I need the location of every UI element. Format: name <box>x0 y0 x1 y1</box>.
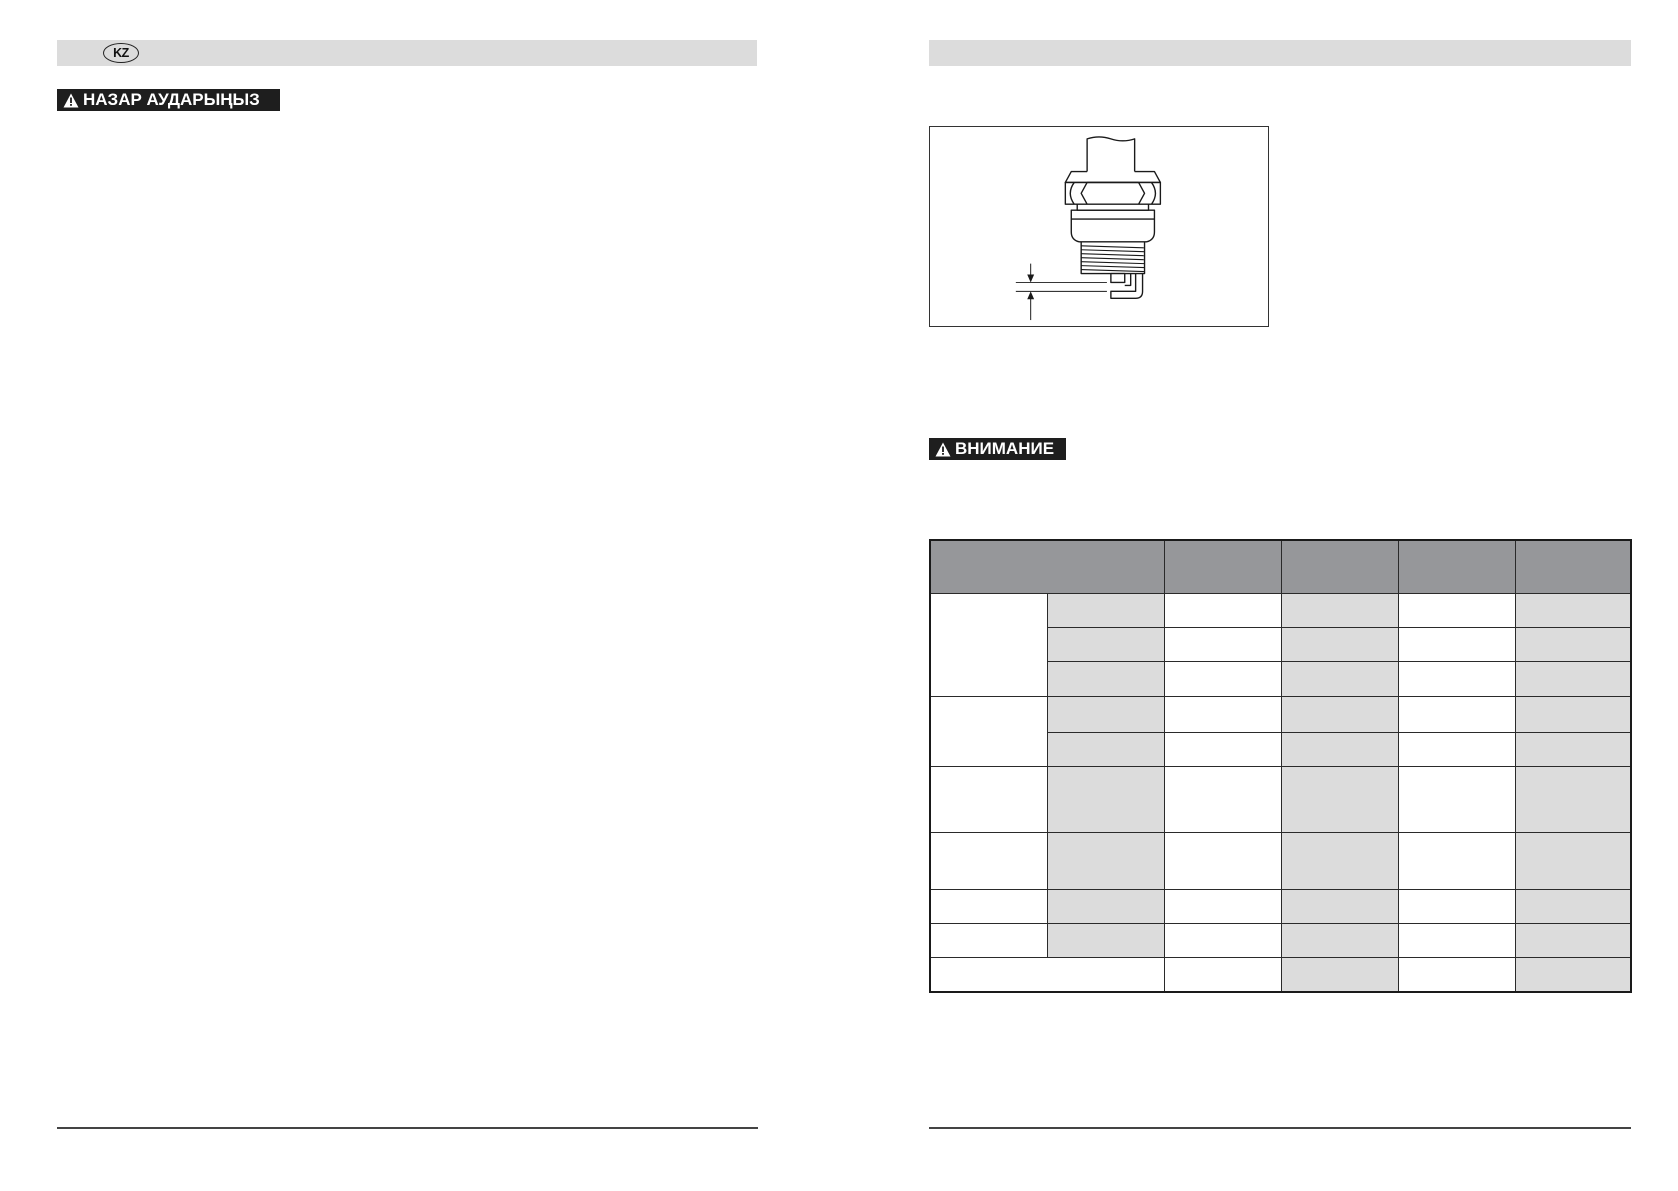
table-cell <box>1047 697 1164 733</box>
table-cell <box>930 958 1164 992</box>
language-badge: KZ <box>103 43 139 63</box>
table-cell <box>1047 662 1164 697</box>
table-cell <box>1398 833 1515 890</box>
table-cell <box>1164 924 1281 958</box>
table-cell <box>930 594 1047 697</box>
table-cell <box>1281 628 1398 662</box>
left-page-header-bar <box>57 40 757 66</box>
table-cell <box>1047 890 1164 924</box>
table-cell <box>1398 697 1515 733</box>
table-cell <box>1398 628 1515 662</box>
table-header-cell <box>1164 540 1281 594</box>
right-page-footer-rule <box>929 1127 1631 1129</box>
table-cell <box>1515 594 1631 628</box>
table-cell <box>1164 662 1281 697</box>
table-cell <box>1047 594 1164 628</box>
table-cell <box>1047 833 1164 890</box>
table-cell <box>1281 890 1398 924</box>
table-cell <box>1281 733 1398 767</box>
table-cell <box>930 924 1047 958</box>
table-cell <box>1164 697 1281 733</box>
table-row <box>930 767 1631 833</box>
table-header-row <box>930 540 1631 594</box>
table-row <box>930 958 1631 992</box>
spark-plug-gap-diagram <box>930 127 1268 326</box>
table-row <box>930 890 1631 924</box>
table-cell <box>930 767 1047 833</box>
table-cell <box>1047 628 1164 662</box>
table-cell <box>1398 890 1515 924</box>
table-cell <box>930 697 1047 767</box>
table-cell <box>1164 767 1281 833</box>
table-cell <box>1398 662 1515 697</box>
table-cell <box>1281 767 1398 833</box>
left-page-footer-rule <box>57 1127 758 1129</box>
table-cell <box>1164 628 1281 662</box>
table-header-cell <box>1281 540 1398 594</box>
warning-triangle-icon <box>63 93 79 108</box>
table-cell <box>1515 958 1631 992</box>
table-cell <box>1515 924 1631 958</box>
table-cell <box>1515 833 1631 890</box>
table-header-cell <box>930 540 1164 594</box>
warning-label-ru <box>929 438 1066 460</box>
table-cell <box>1281 594 1398 628</box>
table-cell <box>1515 767 1631 833</box>
table-row <box>930 924 1631 958</box>
table-cell <box>1398 958 1515 992</box>
table-cell <box>1515 697 1631 733</box>
table-row <box>930 594 1631 628</box>
warning-triangle-icon <box>935 442 951 457</box>
table-cell <box>1281 697 1398 733</box>
table-cell <box>1281 662 1398 697</box>
table-cell <box>1398 924 1515 958</box>
table-cell <box>1164 890 1281 924</box>
table-header-cell <box>1515 540 1631 594</box>
table-row <box>930 833 1631 890</box>
spark-plug-figure <box>929 126 1269 327</box>
table-cell <box>1047 767 1164 833</box>
maintenance-schedule-table <box>929 539 1632 993</box>
warning-label-ru-text: ВНИМАНИЕ <box>955 439 1055 458</box>
table-cell <box>1281 924 1398 958</box>
table-cell <box>1515 733 1631 767</box>
table-cell <box>1515 890 1631 924</box>
table-cell <box>1047 924 1164 958</box>
table-cell <box>1164 958 1281 992</box>
warning-label-kz-text: НАЗАР АУДАРЫҢЫЗ <box>83 90 260 109</box>
table-cell <box>930 890 1047 924</box>
table-cell <box>1164 733 1281 767</box>
table-cell <box>1398 733 1515 767</box>
table-row <box>930 697 1631 733</box>
table-cell <box>1164 833 1281 890</box>
table-cell <box>1047 733 1164 767</box>
table-cell <box>1164 594 1281 628</box>
table-header-cell <box>1398 540 1515 594</box>
table-cell <box>1281 833 1398 890</box>
right-page-header-bar <box>929 40 1631 66</box>
table-cell <box>1515 628 1631 662</box>
table-cell <box>1281 958 1398 992</box>
table-cell <box>930 833 1047 890</box>
table-cell <box>1515 662 1631 697</box>
table-cell <box>1398 594 1515 628</box>
table-cell <box>1398 767 1515 833</box>
warning-label-kz <box>57 89 280 111</box>
